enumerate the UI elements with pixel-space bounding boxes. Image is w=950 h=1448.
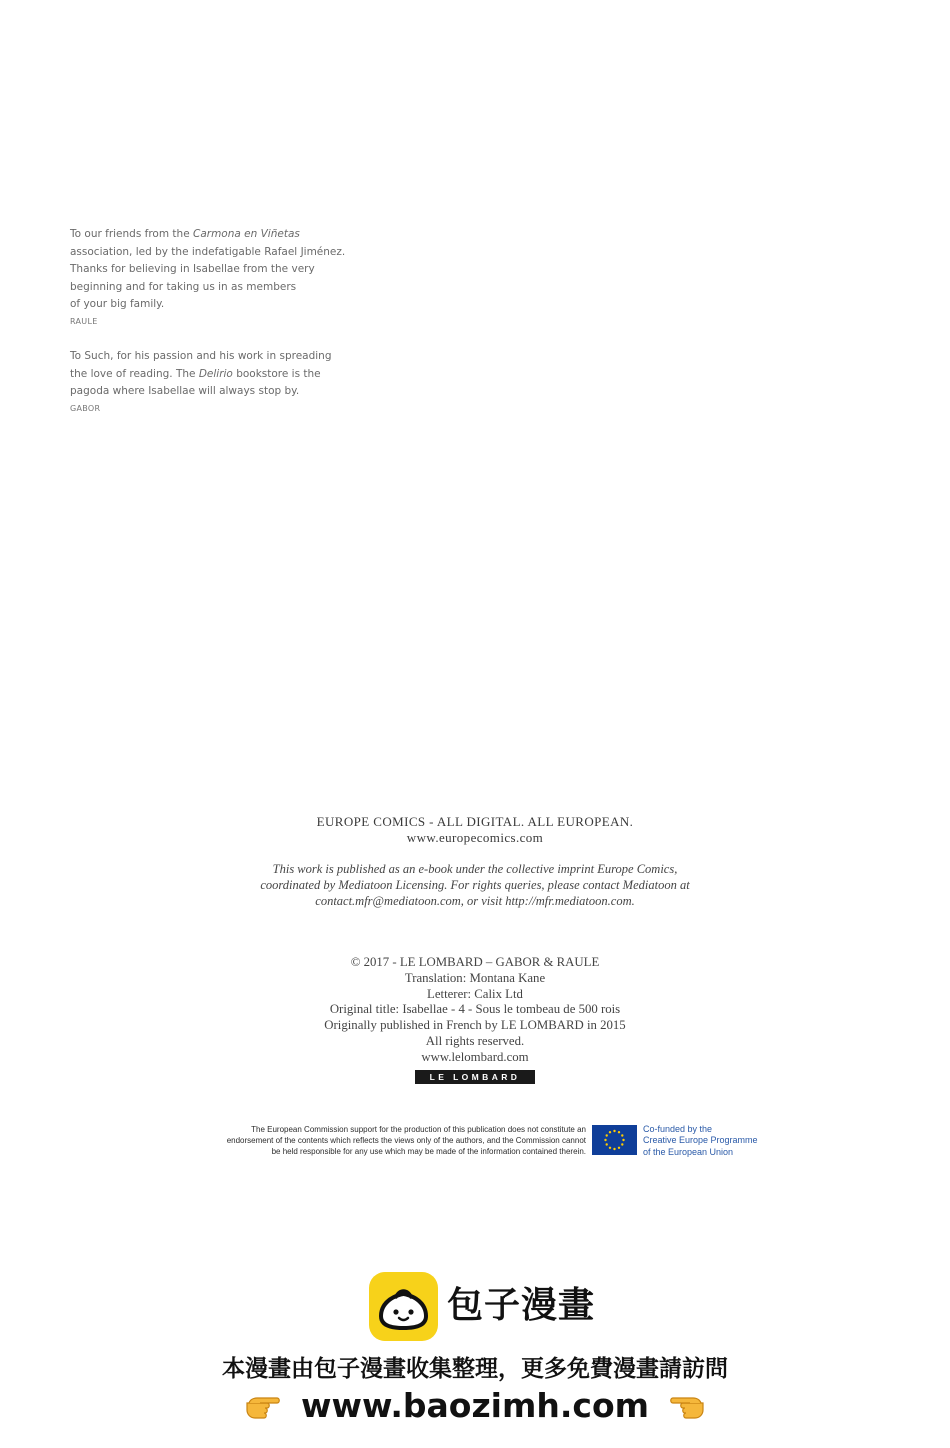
dedication-line: Thanks for believing in Isabellae from the very: [70, 263, 315, 276]
notice-line: This work is published as an e-book under the collective imprint Europe Comics,: [272, 862, 678, 876]
dedication-signature: GABOR: [70, 403, 101, 413]
lelombard-url[interactable]: www.lelombard.com: [421, 1049, 529, 1064]
baozi-url[interactable]: www.baozimh.com: [301, 1386, 649, 1425]
pointing-hand-icon: [667, 1386, 707, 1426]
eu-star-icon: [606, 1134, 608, 1136]
baozi-tagline: 本漫畫由包子漫畫收集整理，更多免費漫畫請訪問: [222, 1356, 728, 1382]
pointing-hand-icon: [243, 1386, 283, 1426]
dedication-line: the love of reading. The Delirio bookstore is the: [70, 367, 321, 380]
europe-comics-url[interactable]: www.europecomics.com: [406, 830, 544, 845]
notice-line: contact.mfr@mediatoon.com, or visit http://mfr.mediatoon.com.: [315, 893, 635, 908]
original-publication: Originally published in French by LE LOMBARD in 2015: [324, 1018, 626, 1033]
baozi-site-name: 包子漫畫: [447, 1285, 596, 1326]
eu-star-icon: [621, 1143, 623, 1145]
europe-comics-slogan: [0, 814, 950, 846]
eu-star-icon: [621, 1134, 623, 1136]
disclaimer-line: be held responsible for any use which may be made of the information contained therein.: [271, 1146, 586, 1156]
eu-star-icon: [622, 1139, 624, 1141]
dedication-line: of your big family.: [70, 298, 165, 311]
notice-line: coordinated by Mediatoon Licensing. For rights queries, please contact Mediatoon at: [260, 877, 690, 892]
dedication-line: pagoda where Isabellae will always stop by.: [70, 385, 300, 398]
eu-cofund-label: [643, 1124, 758, 1158]
cofund-line: of the European Union: [643, 1146, 734, 1157]
eu-star-icon: [609, 1131, 611, 1133]
eu-flag-icon: [592, 1125, 637, 1155]
le-lombard-logo: LE LOMBARD: [415, 1070, 535, 1084]
disclaimer-line: endorsement of the contents which reflects the views only of the authors, and the Commission cannot: [226, 1135, 586, 1145]
eu-star-icon: [613, 1130, 615, 1132]
eu-star-icon: [604, 1139, 606, 1141]
original-title: Original title: Isabellae - 4 - Sous le tombeau de 500 rois: [329, 1002, 621, 1017]
dedication-line: beginning and for taking us in as members: [70, 280, 297, 293]
eu-star-icon: [618, 1131, 620, 1133]
baozi-url-row: [0, 1384, 950, 1428]
eu-star-icon: [606, 1143, 608, 1145]
cofund-line: Creative Europe Programme: [643, 1135, 758, 1146]
disclaimer-line: The European Commission support for the production of this publication does not constitute an: [251, 1125, 586, 1134]
dedication-line: association, led by the indefatigable Rafael Jiménez.: [70, 245, 346, 258]
copyright-block: [0, 955, 950, 1066]
rights-reserved: All rights reserved.: [425, 1033, 525, 1048]
eu-star-icon: [613, 1148, 615, 1150]
baozi-bun-icon: [369, 1272, 438, 1341]
letterer-credit: Letterer: Calix Ltd: [427, 986, 523, 1001]
copyright-line: © 2017 - LE LOMBARD – GABOR & RAULE: [350, 955, 600, 969]
slogan-text: EUROPE COMICS - ALL DIGITAL. ALL EUROPEAN.: [316, 814, 634, 829]
translation-credit: Translation: Montana Kane: [404, 970, 546, 985]
eu-star-icon: [609, 1147, 611, 1149]
eu-star-icon: [618, 1147, 620, 1149]
eu-disclaimer: [227, 1125, 586, 1157]
dedication-line: To our friends from the Carmona en Viñetas: [70, 228, 300, 240]
dedication-line: To Such, for his passion and his work in spreading: [70, 350, 332, 362]
publication-notice: [0, 862, 950, 909]
dedication-signature: RAULE: [70, 316, 98, 326]
dedication-gabor: [70, 348, 370, 416]
cofund-line: Co-funded by the: [643, 1124, 713, 1134]
dedication-raule: [70, 226, 370, 329]
